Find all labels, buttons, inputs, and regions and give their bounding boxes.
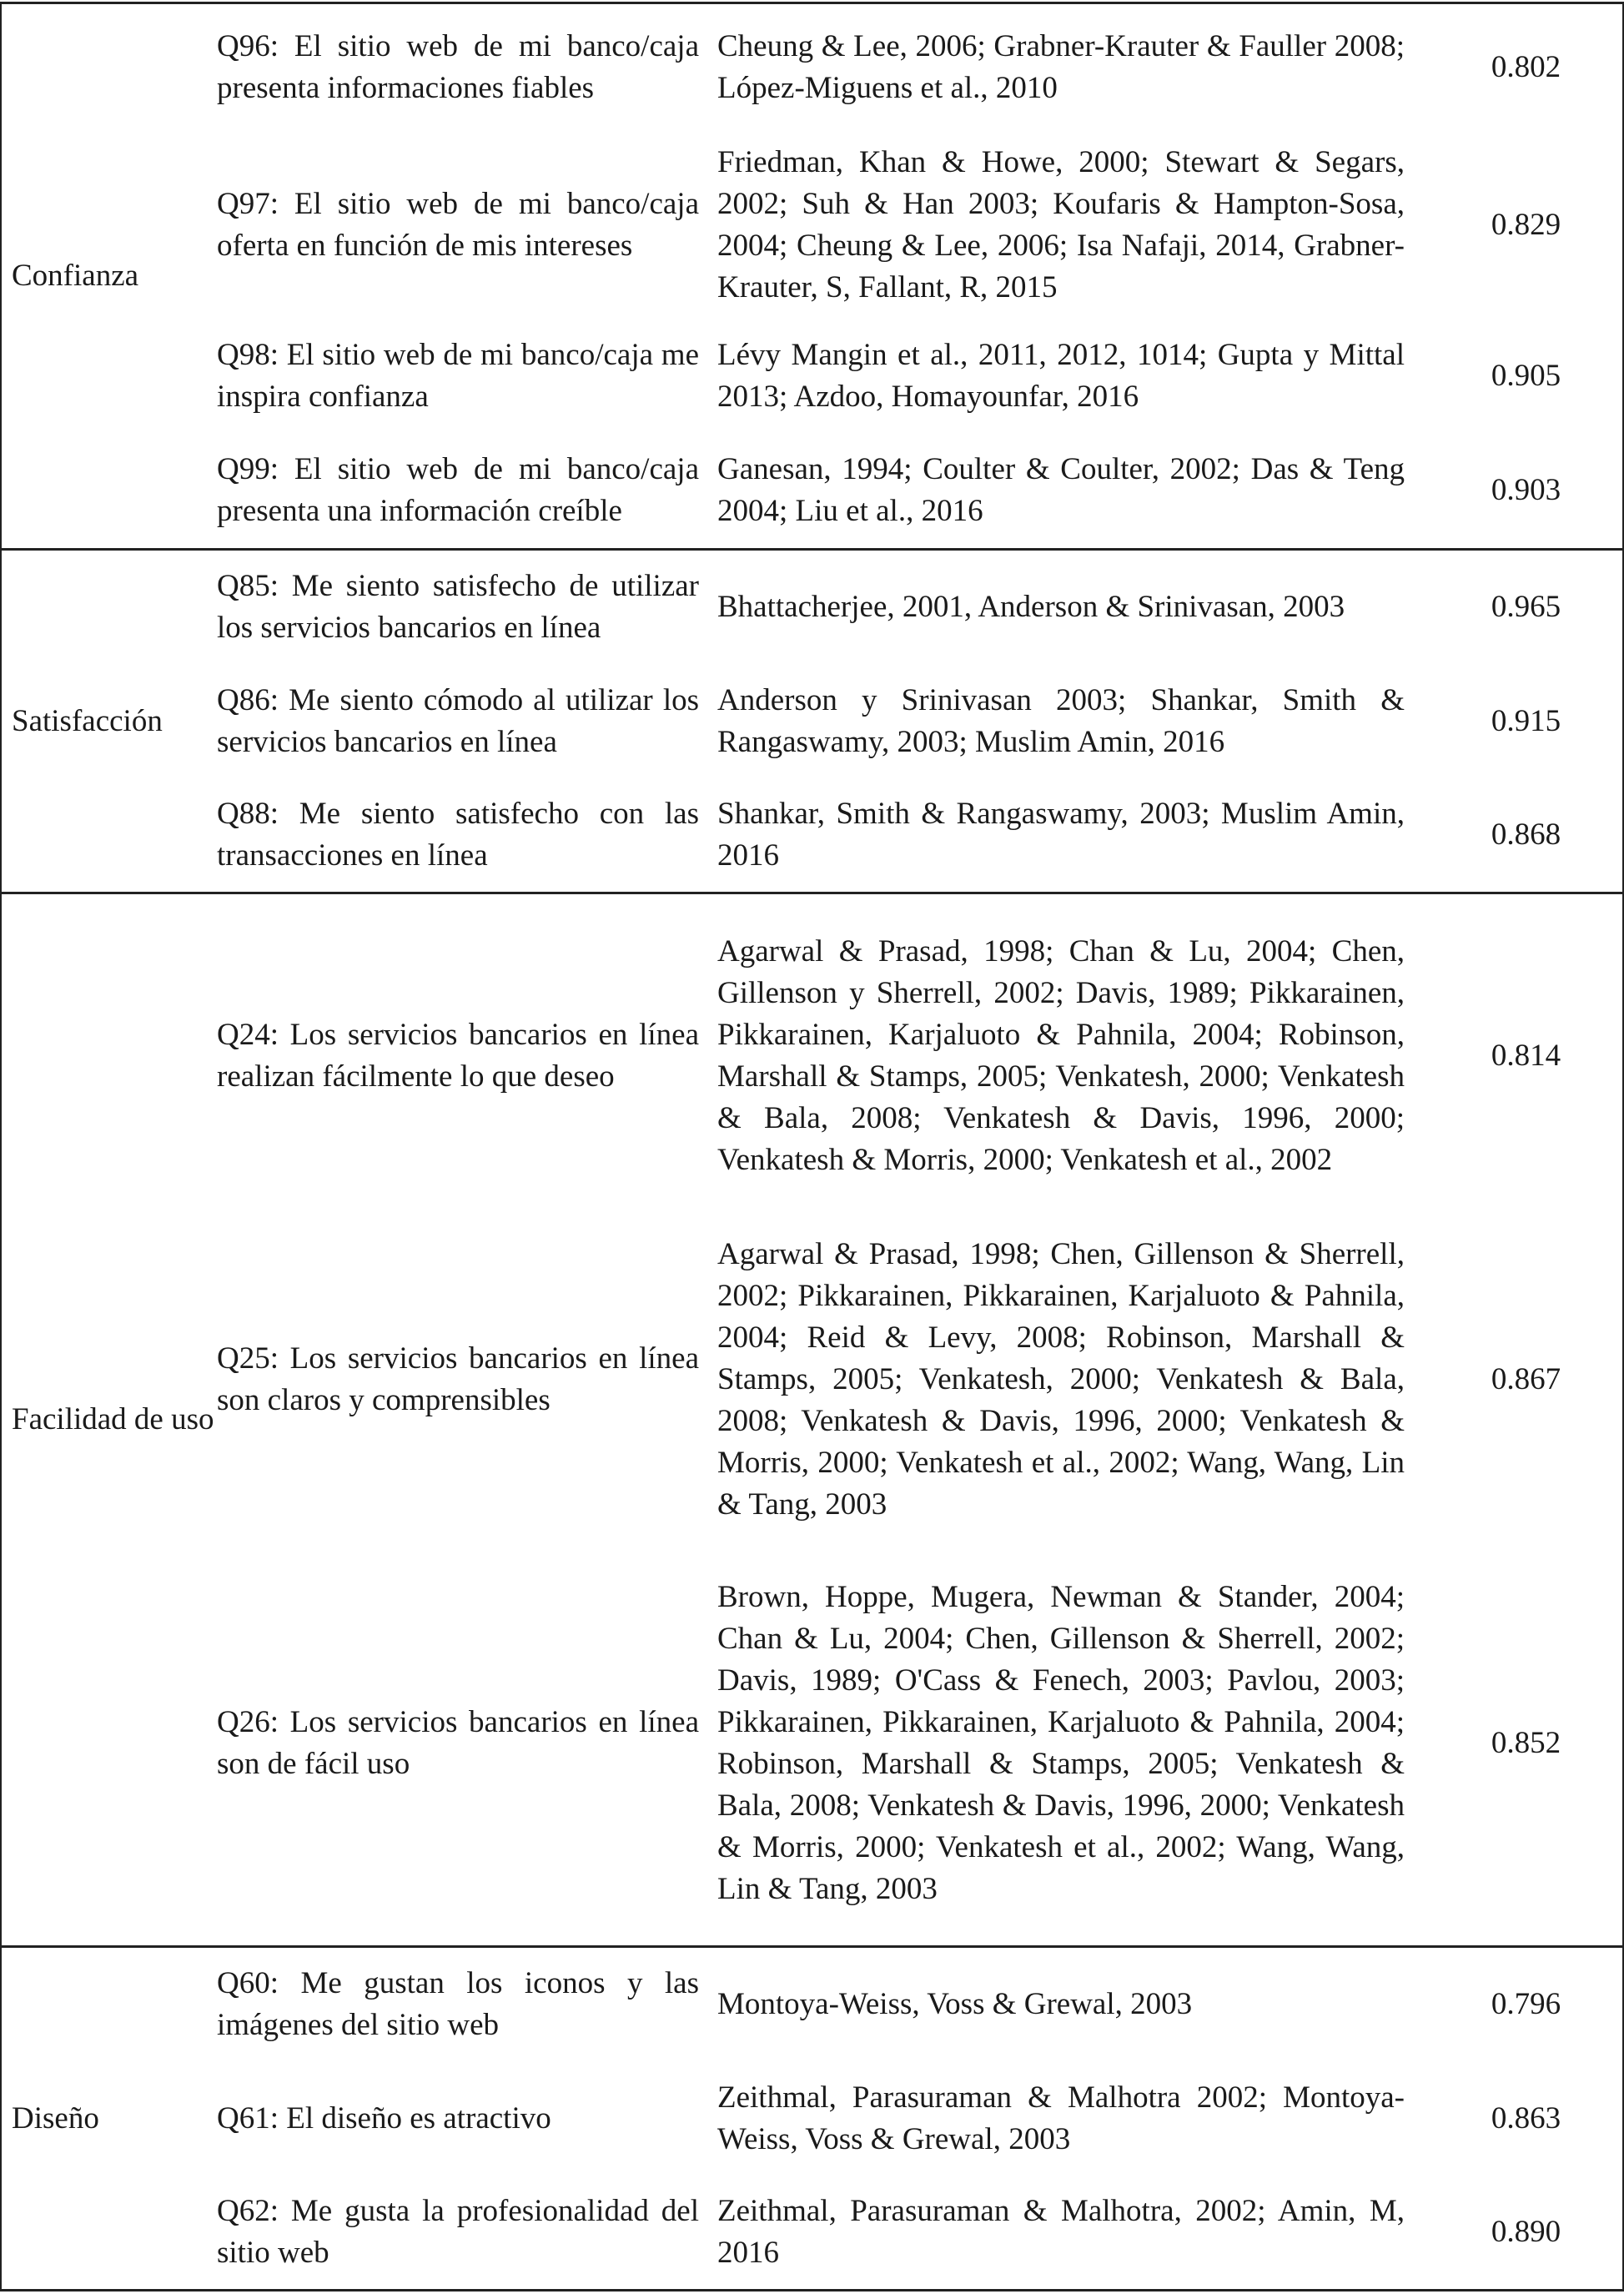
question-text: Q61: El diseño es atractivo [217, 2100, 551, 2136]
references-text: Agarwal & Prasad, 1998; Chan & Lu, 2004; Chen, Gillenson y Sherrell, 2002; Davis, 1989; Pikkarainen, Pikkarainen, Karjaluoto & Pahnila, 2004; Robinson, Marshall & Stamps, 2005; Venkatesh, 2000; Venkatesh & Bala, 2008; Venkatesh & Davis, 1996, 2000; Venkatesh & Morris, 2000; Venkatesh et al., 2002 [717, 893, 1438, 1218]
question-text: Q88: Me siento satisfecho con las transacciones en línea [217, 797, 699, 873]
question-text: Q96: El sitio web de mi banco/caja presenta informaciones fiables [217, 3, 717, 132]
references-text: Anderson y Srinivasan 2003; Shankar, Smith & Rangaswamy, 2003; Muslim Amin, 2016 [717, 682, 1405, 759]
table-row [1, 434, 1623, 550]
references-text: Zeithmal, Parasuraman & Malhotra 2002; Montoya-Weiss, Voss & Grewal, 2003 [717, 2080, 1405, 2156]
loading-value: 0.802 [1438, 3, 1623, 132]
references-text: Montoya-Weiss, Voss & Grewal, 2003 [717, 1947, 1438, 2061]
question-text: Q99: El sitio web de mi banco/caja presenta una información creíble [217, 452, 699, 529]
table-row [1, 1947, 1623, 2061]
construct-label: Satisfacción [1, 550, 217, 893]
references-text: Friedman, Khan & Howe, 2000; Stewart & Segars, 2002; Suh & Han 2003; Koufaris & Hampton-Sosa, 2004; Cheung & Lee, 2006; Isa Nafaji, 2014, Grabner- Krauter, S, Fallant, R, 2015 [717, 145, 1405, 304]
construct-label: Facilidad de uso [1, 893, 217, 1947]
loading-value: 0.814 [1438, 893, 1623, 1218]
table-row [1, 1542, 1623, 1947]
construct-label: Confianza [1, 3, 217, 550]
table-row [1, 2176, 1623, 2291]
question-text: Q97: El sitio web de mi banco/caja oferta en función de mis intereses [217, 187, 699, 263]
question-text: Q26: Los servicios bancarios en línea son de fácil uso [217, 1704, 699, 1781]
table-row [1, 664, 1623, 779]
question-text: Q98: El sitio web de mi banco/caja me inspira confianza [217, 338, 699, 414]
question-text: Q86: Me siento cómodo al utilizar los servicios bancarios en línea [217, 682, 699, 759]
items-table [0, 2, 1624, 2291]
loading-value: 0.965 [1438, 550, 1623, 664]
references-text: Bhattacherjee, 2001, Anderson & Srinivasan, 2003 [717, 550, 1438, 664]
table-row [1, 2061, 1623, 2176]
loading-value: 0.863 [1491, 2100, 1561, 2136]
loading-value: 0.903 [1491, 473, 1561, 508]
question-text: Q85: Me siento satisfecho de utilizar los servicios bancarios en línea [217, 550, 717, 664]
table-row [1, 550, 1623, 664]
table-row [1, 319, 1623, 434]
references-text: Brown, Hoppe, Mugera, Newman & Stander, 2004; Chan & Lu, 2004; Chen, Gillenson & Sherrell, 2002; Davis, 1989; O'Cass & Fenech, 2003; Pavlou, 2003; Pikkarainen, Pikkarainen, Karjaluoto & Pahnila, 2004; Robinson, Marshall & Stamps, 2005; Venkatesh & Bala, 2008; Venkatesh & Davis, 1996, 2000; Venkatesh & Morris, 2000; Venkatesh et al., 2002; Wang, Wang, Lin & Tang, 2003 [717, 1579, 1405, 1906]
loading-value: 0.868 [1491, 817, 1561, 853]
table-row [1, 132, 1623, 319]
construct-label: Diseño [1, 1947, 217, 2291]
question-text: Q60: Me gustan los iconos y las imágenes del sitio web [217, 1947, 717, 2061]
references-text: Shankar, Smith & Rangaswamy, 2003; Muslim Amin, 2016 [717, 797, 1405, 873]
table-row [1, 3, 1623, 132]
table-row [1, 779, 1623, 893]
references-text: Zeithmal, Parasuraman & Malhotra, 2002; Amin, M, 2016 [717, 2194, 1405, 2271]
question-text: Q24: Los servicios bancarios en línea realizan fácilmente lo que deseo [217, 893, 717, 1218]
question-text: Q62: Me gusta la profesionalidad del sitio web [217, 2194, 699, 2271]
table-row [1, 893, 1623, 1218]
loading-value: 0.905 [1491, 359, 1561, 393]
loading-value: 0.852 [1491, 1725, 1561, 1760]
references-text: Agarwal & Prasad, 1998; Chen, Gillenson & Sherrell, 2002; Pikkarainen, Pikkarainen, Karjaluoto & Pahnila, 2004; Reid & Levy, 2008; Robinson, Marshall & Stamps, 2005; Venkatesh, 2000; Venkatesh & Bala, 2008; Venkatesh & Davis, 1996, 2000; Venkatesh & Morris, 2000; Venkatesh et al., 2002; Wang, Wang, Lin & Tang, 2003 [717, 1236, 1405, 1522]
loading-value: 0.890 [1491, 2215, 1561, 2250]
references-text: Ganesan, 1994; Coulter & Coulter, 2002; Das & Teng 2004; Liu et al., 2016 [717, 452, 1405, 529]
items-table-body [1, 3, 1623, 2291]
loading-value: 0.829 [1491, 208, 1561, 242]
loading-value: 0.796 [1438, 1947, 1623, 2061]
loading-value: 0.915 [1491, 703, 1561, 738]
loading-value: 0.867 [1491, 1361, 1561, 1396]
table-row [1, 1218, 1623, 1542]
references-text: Cheung & Lee, 2006; Grabner-Krauter & Fauller 2008; López-Miguens et al., 2010 [717, 3, 1438, 132]
references-text: Lévy Mangin et al., 2011, 2012, 1014; Gupta y Mittal 2013; Azdoo, Homayounfar, 2016 [717, 338, 1405, 414]
question-text: Q25: Los servicios bancarios en línea son claros y comprensibles [217, 1341, 699, 1417]
